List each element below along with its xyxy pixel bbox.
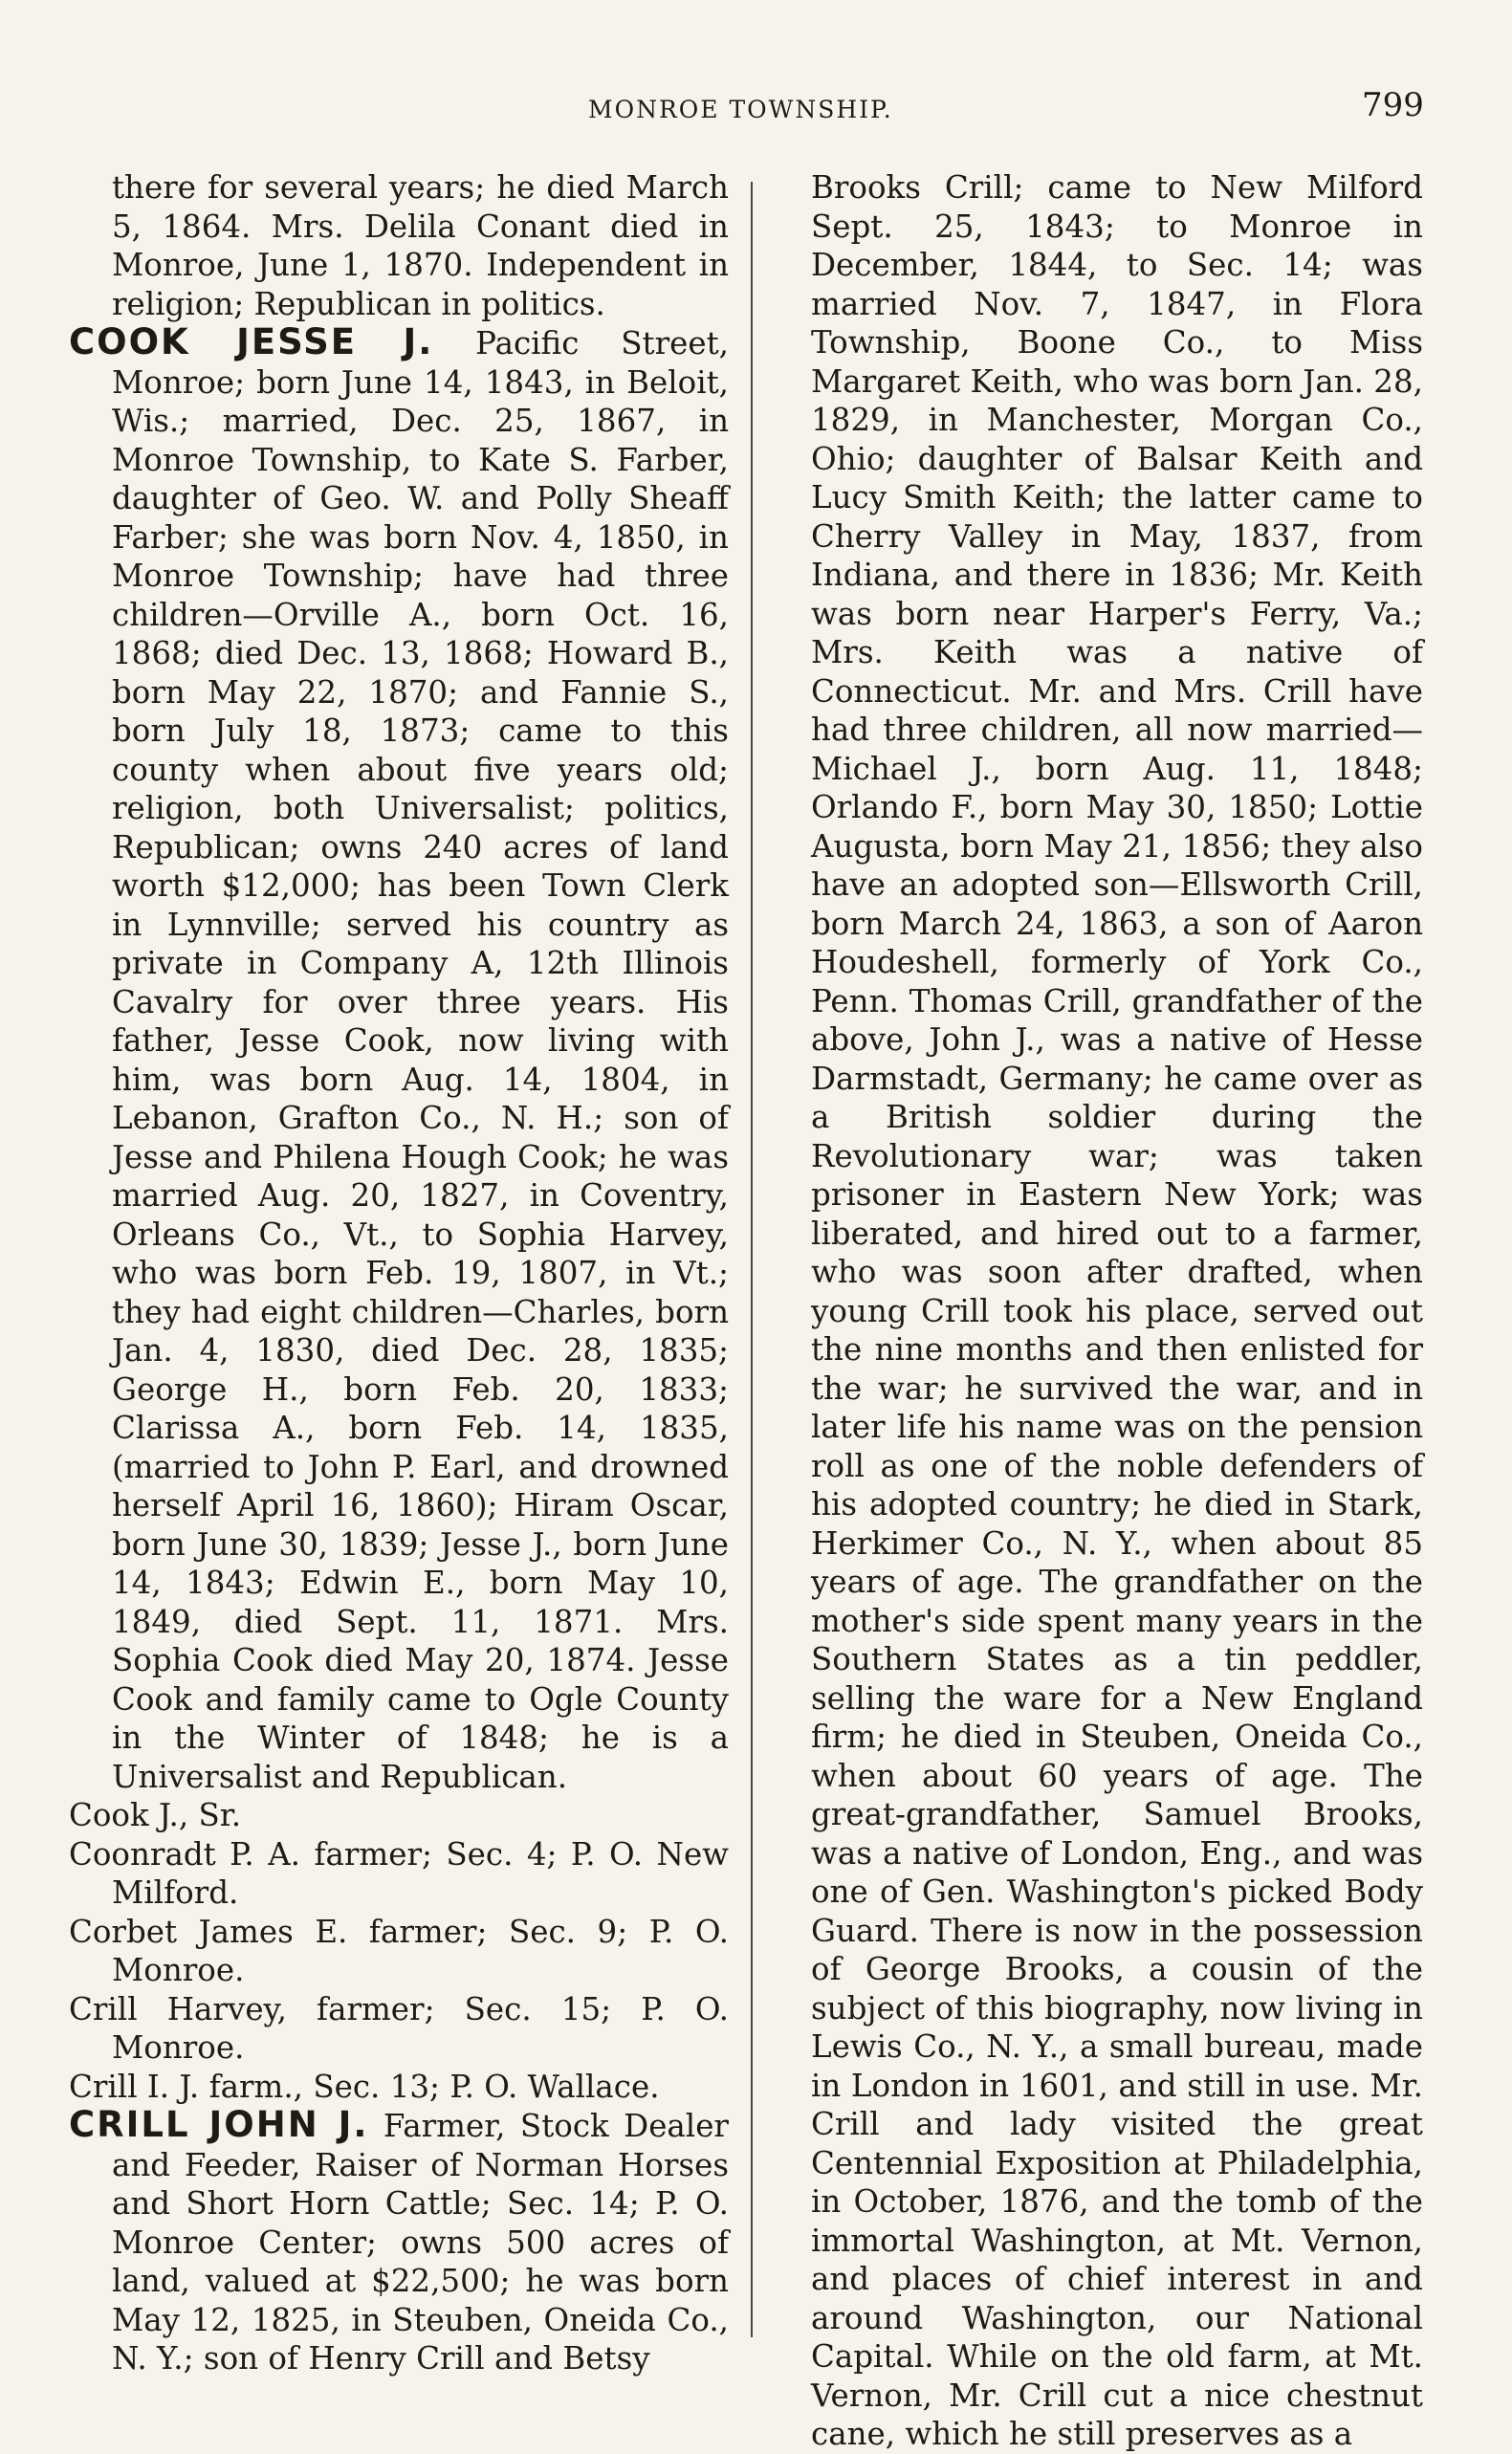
entry-text: Pacific Street, Monroe; born June 14, 1843, in Beloit, Wis.; married, Dec. 25, 1867, in Monroe Township, to Kate S. Farber, daughter of Geo. W. and Polly Sheaff Farber; she was born Nov. 4, 1850, in Monroe Township; have had three children—Orville A., born Oct. 16, 1868; died Dec. 13, 1868; Howard B., born May 22, 1870; and Fannie S., born July 18, 1873; came to this county when about five years old; religion, both Universalist; politics, Republican; owns 240 acres of land worth $12,000; has been Town Clerk in Lynnville; served his country as private in Company A, 12th Illinois Cavalry for over three years. His father, Jesse Cook, now living with him, was born Aug. 14, 1804, in Lebanon, Grafton Co., N. H.; son of Jesse and Philena Hough Cook; he was married Aug. 20, 1827, in Coventry, Orleans Co., Vt., to Sophia Harvey, who was born Feb. 19, 1807, in Vt.; they had eight children—Charles, born Jan. 4, 1830, died Dec. 28, 1835; George H., born Feb. 20, 1833; Clarissa A., born Feb. 14, 1835, (married to John P. Earl, and drowned herself April 16, 1860); Hiram Oscar, born June 30, 1839; Jesse J., born June 14, 1843; Edwin E., born May 10, 1849, died Sept. 11, 1871. Mrs. Sophia Cook died May 20, 1874. Jesse Cook and family came to Ogle County in the Winter of 1848; he is a Universalist and Republican. [112,325,729,1795]
page-header [0,84,1512,132]
page-number: 799 [1362,86,1424,124]
directory-entry: Cook J., Sr. [69,1797,242,1833]
entry-name: CRILL JOHN J. [69,2104,369,2145]
entry-continuation: there for several years; he died March 5, 1864. Mrs. Delila Conant died in Monroe, June 1, 1870. Independent in religion; Republican in politics. [112,169,729,322]
directory-entry: Crill Harvey, farmer; Sec. 15; P. O. Monroe. [69,1990,729,2066]
directory-entry: Coonradt P. A. farmer; Sec. 4; P. O. New Milford. [69,1835,729,1911]
biography-entry-cook [69,323,729,1796]
biography-entry-crill [69,2106,729,2378]
entry-continuation: Brooks Crill; came to New Milford Sept. 25, 1843; to Monroe in December, 1844, to Sec. 14; was married Nov. 7, 1847, in Flora Township, Boone Co., to Miss Margaret Keith, who was born Jan. 28, 1829, in Manchester, Morgan Co., Ohio; daughter of Balsar Keith and Lucy Smith Keith; the latter came to Cherry Valley in May, 1837, from Indiana, and there in 1836; Mr. Keith was born near Harper's Ferry, Va.; Mrs. Keith was a native of Connecticut. Mr. and Mrs. Crill have had three children, all now married—Michael J., born Aug. 11, 1848; Orlando F., born May 30, 1850; Lottie Augusta, born May 21, 1856; they also have an adopted son—Ellsworth Crill, born March 24, 1863, a son of Aaron Houdeshell, formerly of York Co., Penn. Thomas Crill, grandfather of the above, John J., was a native of Hesse Darmstadt, Germany; he came over as a British soldier during the Revolutionary war; was taken prisoner in Eastern New York; was liberated, and hired out to a farmer, who was soon after drafted, when young Crill took his place, served out the nine months and then enlisted for the war; he survived the war, and in later life his name was on the pension roll as one of the noble defenders of his adopted country; he died in Stark, Herkimer Co., N. Y., when about 85 years of age. The grandfather on the mother's side spent many years in the Southern States as a tin peddler, selling the ware for a New England firm; he died in Steuben, Oneida Co., when about 60 years of age. The great-grandfather, Samuel Brooks, was a native of London, Eng., and was one of Gen. Washington's picked Body Guard. There is now in the possession of George Brooks, a cousin of the subject of this biography, now living in Lewis Co., N. Y., a small bureau, made in London in 1601, and still in use. Mr. Crill and lady visited the great Centennial Exposition at Philadelphia, in October, 1876, and the tomb of the immortal Washington, at Mt. Vernon, and places of chief interest in and around Washington, our National Capital. While on the old farm, at Mt. Vernon, Mr. Crill cut a nice chestnut cane, which he still preserves as a [811,169,1423,2452]
running-head: MONROE TOWNSHIP. [588,96,893,123]
right-column [811,168,1423,2454]
directory-entry: Crill I. J. farm., Sec. 13; P. O. Wallace. [69,2068,660,2105]
column-divider [751,182,753,2337]
left-column [69,168,729,2378]
entry-text: Farmer, Stock Dealer and Feeder, Raiser of Norman Horses and Short Horn Cattle; Sec. 14; P. O. Monroe Center; owns 500 acres of land, valued at $22,500; he was born May 12, 1825, in Steuben, Oneida Co., N. Y.; son of Henry Crill and Betsy [112,2108,729,2377]
entry-name: COOK JESSE J. [69,321,434,362]
directory-entry: Corbet James E. farmer; Sec. 9; P. O. Monroe. [69,1913,729,1988]
